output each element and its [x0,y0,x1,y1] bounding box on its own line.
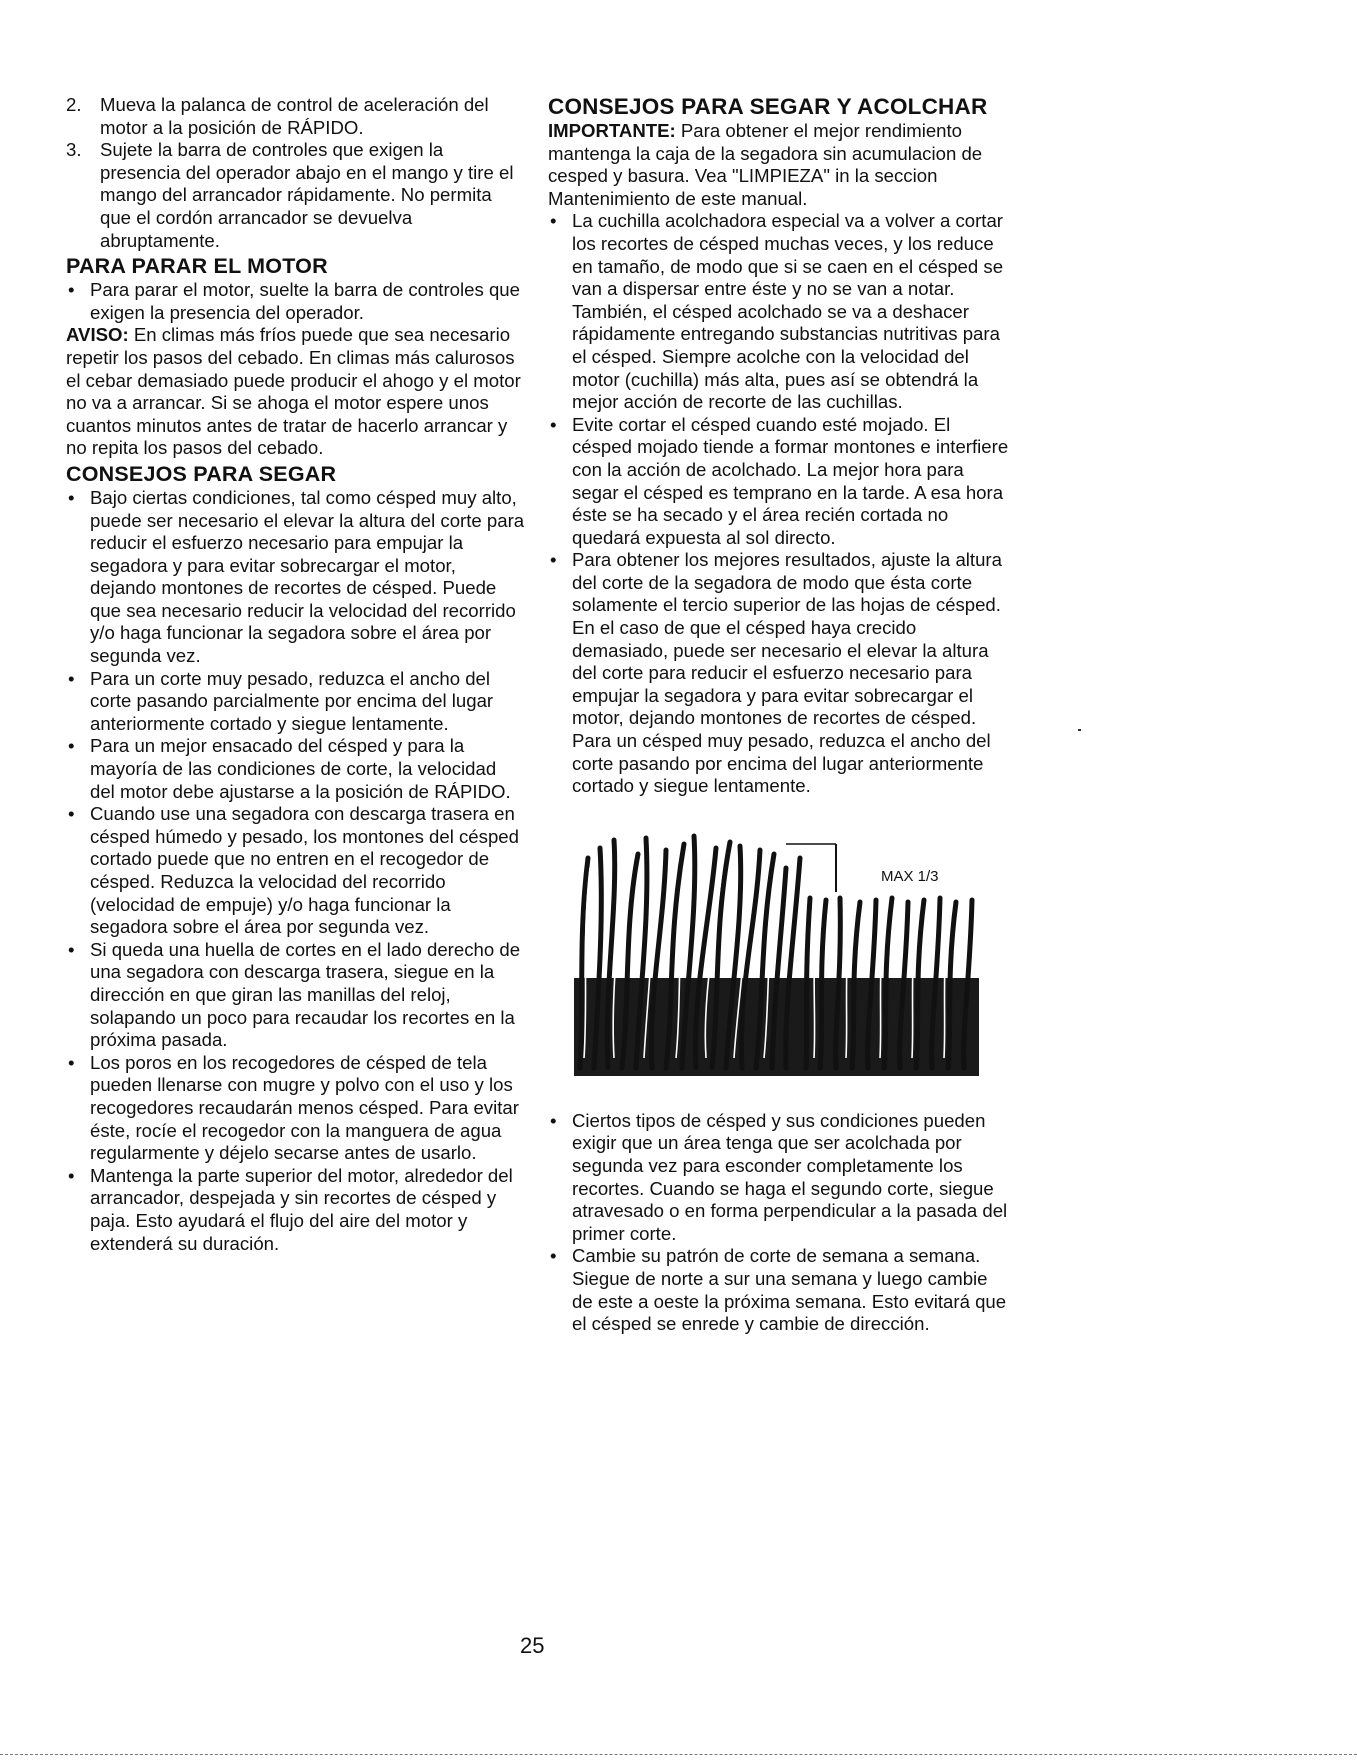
list-item: • Ciertos tipos de césped y sus condiciones pueden exigir que un área tenga que ser acolchada por segunda vez para esconder completamente los recortes. Cuando se haga el segundo corte, siegue atravesado o en forma perpendicular a la pasada del primer corte. [548,1110,1013,1246]
importante-label: IMPORTANTE: [548,120,676,141]
stray-mark [1078,729,1081,731]
list-item: • Cuando use una segadora con descarga trasera en césped húmedo y pesado, los montones del césped cortado puede que no entren en el recogedor de césped. Reduzca la velocidad del recorrido (velocidad de empuje) y/o haga funcionar la segadora sobre el área por segunda vez. [66,803,526,939]
mowing-tips-list [66,487,526,1255]
additional-tips-list [548,1110,1013,1336]
mowing-tips-heading: CONSEJOS PARA SEGAR [66,461,337,486]
list-item: • Si queda una huella de cortes en el lado derecho de una segadora con descarga trasera, siegue en la dirección en que giran las manillas del reloj, solapando un poco para recaudar los recortes en la próxima pasada. [66,939,526,1052]
mulching-tips-heading: CONSEJOS PARA SEGAR Y ACOLCHAR [548,94,988,119]
aviso-text: En climas más fríos puede que sea necesario repetir los pasos del cebado. En climas más calurosos el cebar demasiado puede producir el ahogo y el motor no va a arrancar. Si se ahoga el motor espere unos cuantos minutos antes de tratar de hacerlo arrancar y no repita los pasos del cebado. [66,324,521,459]
step-number: 3. [66,139,82,161]
stop-engine-heading: PARA PARAR EL MOTOR [66,254,328,279]
list-item: • Para un mejor ensacado del césped y para la mayoría de las condiciones de corte, la velocidad del motor debe ajustarse a la posición de RÁPIDO. [66,735,526,803]
importante-text: Para obtener el mejor rendimiento mantenga la caja de la segadora sin acumulacion de cesped y basura. Vea "LIMPIEZA" in la seccion Mantenimiento de este manual. [548,120,983,209]
max-one-third-label: MAX 1/3 [881,867,939,885]
grass-illustration-icon [574,828,984,1076]
right-column [548,94,1013,1336]
stop-engine-list [66,279,526,324]
step-number: 2. [66,94,82,115]
start-steps-list [66,94,526,252]
page-number: 25 [520,1633,545,1658]
list-item: • Bajo ciertas condiciones, tal como césped muy alto, puede ser necesario el elevar la altura del corte para reducir el esfuerzo necesario para empujar la segadora y para evitar sobrecargar el motor, dejando montones de recortes de césped. Puede que sea necesario reducir la velocidad del recorrido y/o haga funcionar la segadora sobre el área por segunda vez. [66,487,526,668]
grass-height-illustration [574,828,984,1076]
left-column [66,94,526,1255]
bottom-rule [0,1754,1357,1755]
list-item: • Para obtener los mejores resultados, ajuste la altura del corte de la segadora de modo que ésta corte solamente el tercio superior de las hojas de césped. En el caso de que el césped haya crecido demasiado, puede ser necesario el elevar la altura del corte para reducir el esfuerzo necesario para empujar la segadora y para evitar sobrecargar el motor, dejando montones de recortes de césped. Para un césped muy pesado, reduzca el ancho del corte pasando por encima del lugar anteriormente cortado y siegue lentamente. [548,549,1013,798]
list-item: • Evite cortar el césped cuando esté mojado. El césped mojado tiende a formar montones e interfiere con la acción de acolchado. La mejor hora para segar el césped es temprano en la tarde. A esa hora éste se ha secado y el área recién cortada no quedará expuesta al sol directo. [548,414,1013,550]
list-item: • La cuchilla acolchadora especial va a volver a cortar los recortes de césped muchas veces, y los reduce en tamaño, de modo que si se caen en el césped se van a dispersar entre éste y no se van a notar. También, el césped acolchado se va a deshacer rápidamente entregando substancias nutritivas para el césped. Siempre acolche con la velocidad del motor (cuchilla) más alta, pues así se obtendrá la mejor acción de recorte de las cuchillas. [548,210,1013,413]
list-item: • Para un corte muy pesado, reduzca el ancho del corte pasando parcialmente por encima del lugar anteriormente cortado y siegue lentamente. [66,668,526,736]
list-item: • Mantenga la parte superior del motor, alrededor del arrancador, despejada y sin recortes de césped y paja. Esto ayudará el flujo del aire del motor y extenderá su duración. [66,1165,526,1255]
mulching-tips-list [548,210,1013,797]
step-text: Sujete la barra de controles que exigen la presencia del operador abajo en el mango y tire el mango del arrancador rápidamente. No permita que el cordón arrancador se devuelva abruptamente. [100,139,514,251]
step-item [66,139,526,252]
list-item: • Cambie su patrón de corte de semana a semana. Siegue de norte a sur una semana y luego cambie de este a oeste la próxima semana. Esto evitará que el césped se enrede y cambie de dirección. [548,1245,1013,1335]
step-text: Mueva la palanca de control de aceleración del motor a la posición de RÁPIDO. [100,94,489,138]
step-item [66,94,526,139]
aviso-paragraph [66,324,526,460]
importante-paragraph [548,120,1013,210]
list-item: • Para parar el motor, suelte la barra de controles que exigen la presencia del operador. [66,279,526,324]
list-item: • Los poros en los recogedores de césped de tela pueden llenarse con mugre y polvo con el uso y los recogedores recaudarán menos césped. Para evitar éste, rocíe el recogedor con la manguera de agua regularmente y déjelo secarse antes de usarlo. [66,1052,526,1165]
aviso-label: AVISO: [66,324,129,346]
